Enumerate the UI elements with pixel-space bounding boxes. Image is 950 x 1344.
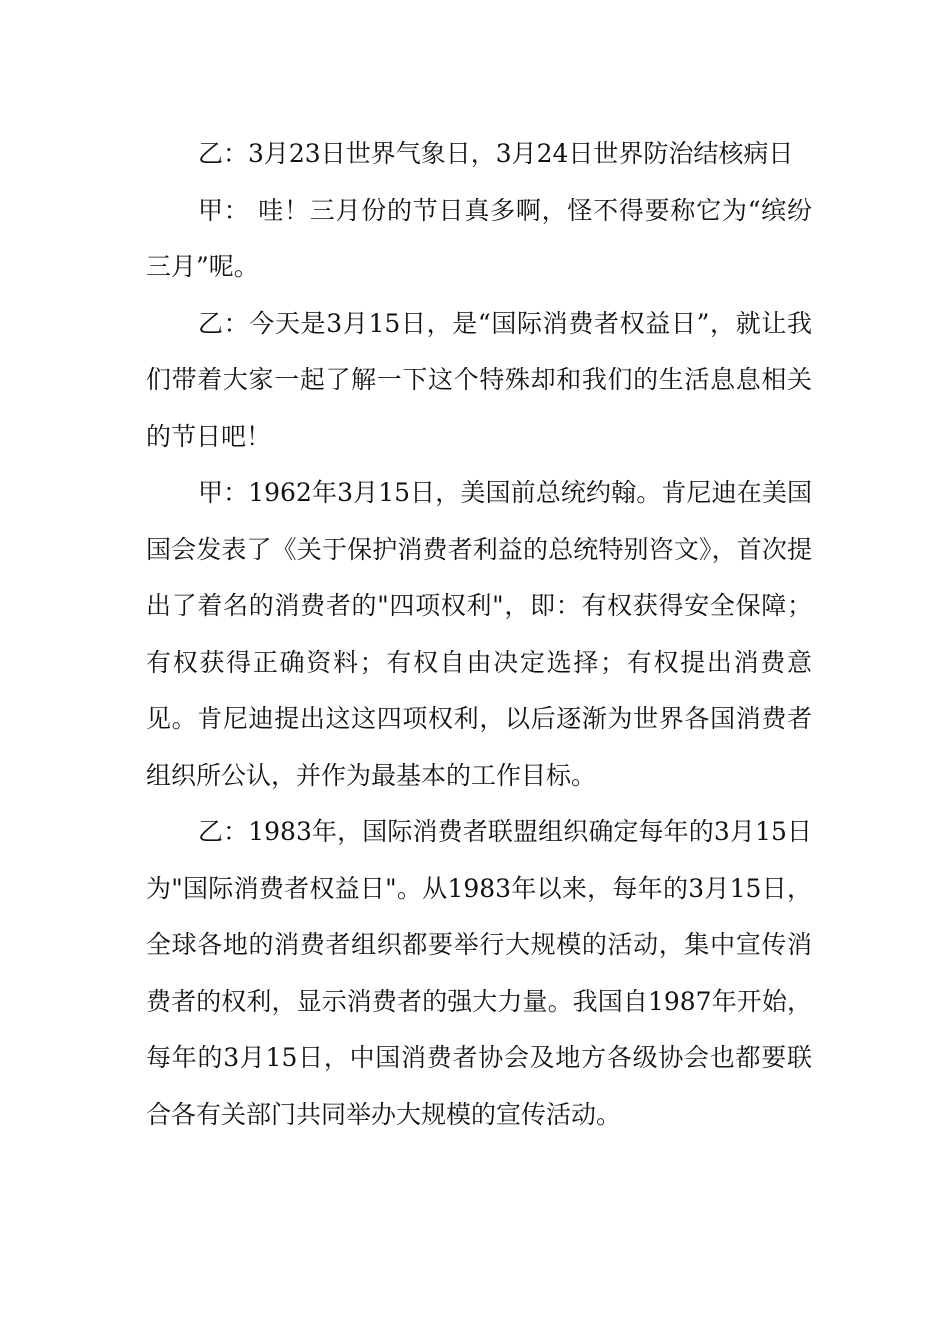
paragraph-weather-day: 乙：3月23日世界气象日，3月24日世界防治结核病日	[198, 139, 794, 168]
paragraph-1983-establishment: 乙：1983年，国际消费者联盟组织确定每年的3月15日为"国际消费者权益日"。从1983年以来，每年的3月15日，全球各地的消费者组织都要举行大规模的活动，集中宣传消费者的权利，显示消费者的强大力量。我国自1987年开始，每年的3月15日，中国消费者协会及地方各级协会也都要联合各有关部门共同举办大规模的宣传活动。	[146, 817, 812, 1129]
paragraph-consumer-rights-day-intro: 乙：今天是3月15日，是“国际消费者权益日”，就让我们带着大家一起了解一下这个特殊却和我们的生活息息相关的节日吧！	[146, 308, 812, 451]
paragraph-kennedy-four-rights: 甲：1962年3月15日，美国前总统约翰。肯尼迪在美国国会发表了《关于保护消费者利益的总统特别咨文》，首次提出了着名的消费者的"四项权利"，即：有权获得安全保障；有权获得正确资料；有权自由决定选择；有权提出消费意见。肯尼迪提出这这四项权利，以后逐渐为世界各国消费者组织所公认，并作为最基本的工作目标。	[146, 478, 812, 790]
paragraph-colorful-march: 甲： 哇！三月份的节日真多啊，怪不得要称它为“缤纷三月”呢。	[146, 195, 812, 281]
document-body	[146, 126, 812, 1143]
